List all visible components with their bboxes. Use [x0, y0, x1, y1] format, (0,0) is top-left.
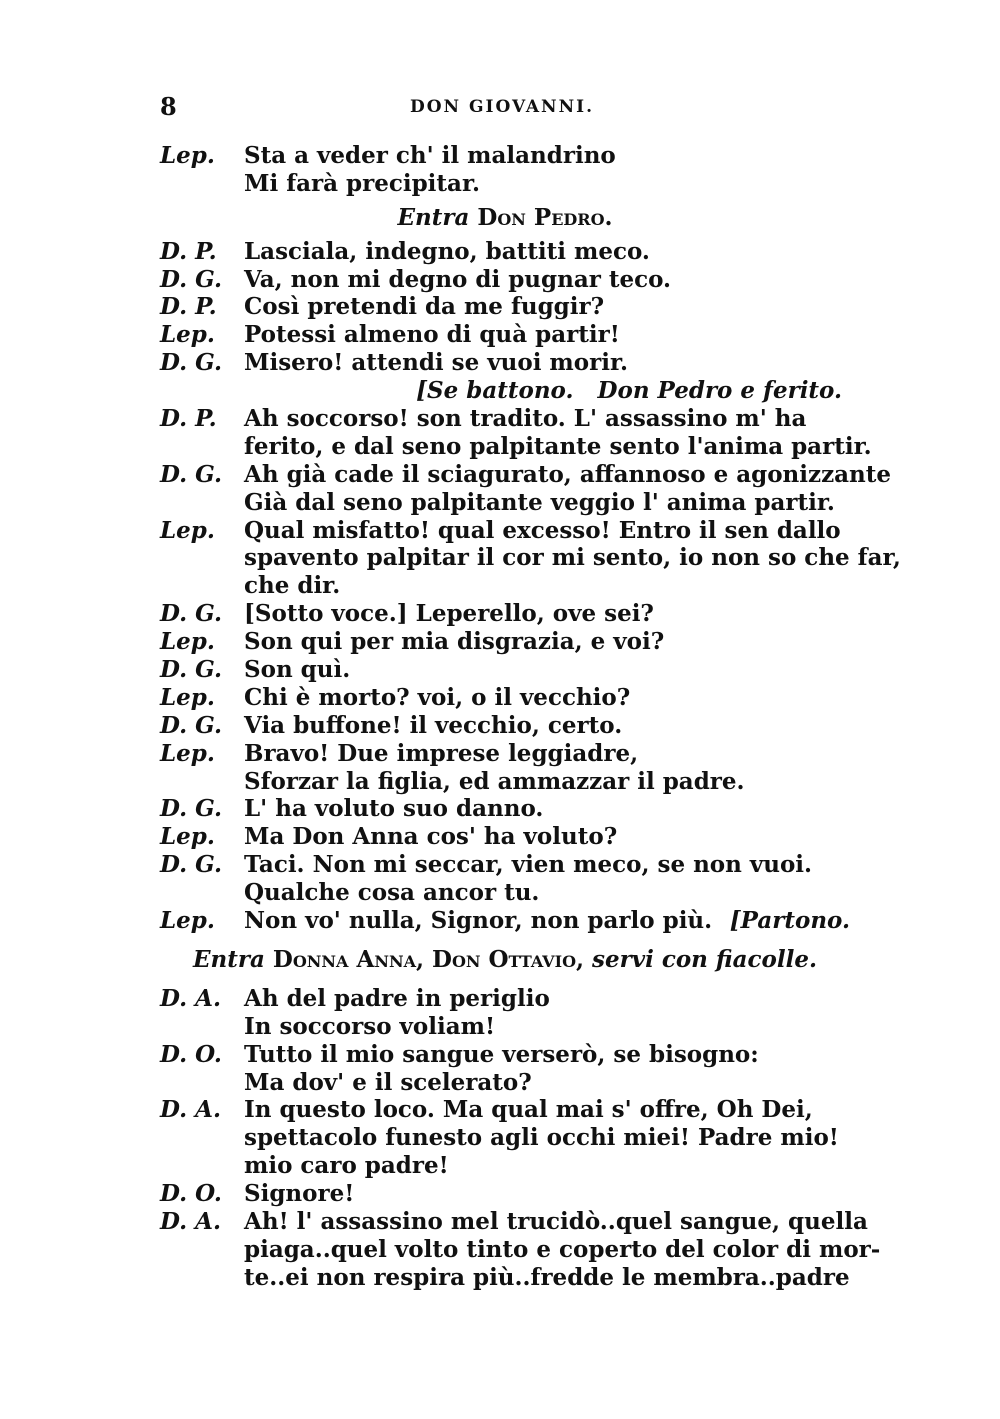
line-text: spettacolo funesto agli occhi miei! Padre mio!: [244, 1124, 839, 1152]
line-text: Sforzar la figlia, ed ammazzar il padre.: [244, 767, 745, 795]
dialogue-line: [160, 684, 850, 712]
dialogue-line: [160, 768, 850, 796]
dialogue-line: [160, 712, 850, 740]
fight-direction: [416, 377, 842, 405]
entra-word: Entra: [193, 945, 265, 973]
speaker-label: Lep.: [160, 516, 215, 544]
dialogue-line: [160, 1069, 850, 1097]
entering-characters: Donna Anna, Don Ottavio,: [272, 945, 585, 973]
line-text: Non vo' nulla, Signor, non parlo più.: [244, 907, 713, 935]
speaker-label: D. A.: [160, 984, 221, 1012]
dialogue-line: [160, 405, 850, 433]
play-text: [160, 142, 901, 1292]
line-text: Ah già cade il sciagurato, affannoso e agonizzante: [244, 460, 892, 488]
dialogue-line: [160, 349, 850, 377]
dialogue-line: [160, 170, 850, 198]
running-title: DON GIOVANNI.: [410, 97, 594, 117]
speaker-label: Lep.: [160, 739, 215, 767]
line-text: che dir.: [244, 572, 341, 600]
speaker-label: D. G.: [160, 600, 222, 628]
dialogue-line: [160, 266, 850, 294]
dialogue-line: [160, 1180, 850, 1208]
line-text: Son qui per mia disgrazia, e voi?: [244, 628, 665, 656]
dialogue-line: [160, 823, 850, 851]
entering-character: Don Pedro.: [477, 203, 613, 231]
line-text: Via buffone! il vecchio, certo.: [244, 711, 623, 739]
dialogue-line: [160, 544, 901, 572]
line-text: In questo loco. Ma qual mai s' offre, Oh Dei,: [244, 1096, 813, 1124]
line-text: Sta a veder ch' il malandrino: [244, 142, 616, 169]
speaker-label: D. G.: [160, 711, 222, 739]
entrance-detail: servi con fiacolle.: [592, 945, 817, 973]
speaker-label: D. G.: [160, 656, 222, 684]
stage-direction-fight: [160, 377, 850, 405]
stage-direction-entrance: [160, 946, 850, 974]
speaker-label: Lep.: [160, 907, 215, 935]
page-header: [160, 92, 840, 122]
exit-direction: [Partono.: [729, 907, 850, 935]
line-text: Ah! l' assassino mel trucidò..quel sangue, quella: [244, 1207, 868, 1235]
dialogue-line: [160, 795, 850, 823]
dialogue-line: [160, 1124, 850, 1152]
line-text: Son quì.: [244, 656, 351, 684]
line-text: mio caro padre!: [244, 1152, 449, 1180]
line-text: Bravo! Due imprese leggiadre,: [244, 739, 639, 767]
dialogue-line: [160, 460, 892, 489]
speaker-label: D. P.: [160, 237, 217, 265]
line-text: ferito, e dal seno palpitante sento l'anima partir.: [244, 432, 872, 460]
dialogue-line: [160, 1207, 868, 1236]
speaker-label: Lep.: [160, 142, 215, 169]
line-text: L' ha voluto suo danno.: [244, 795, 544, 823]
line-text: Ah del padre in periglio: [244, 984, 550, 1012]
line-text: Mi farà precipitar.: [244, 169, 480, 197]
dialogue-line: [160, 238, 850, 266]
line-text: Ah soccorso! son tradito. L' assassino m' ha: [244, 405, 807, 433]
entra-word: Entra: [397, 203, 470, 231]
line-text: te..ei non respira più..fredde le membra..padre: [244, 1263, 850, 1291]
dialogue-line: [160, 1235, 881, 1264]
speaker-label: D. O.: [160, 1040, 222, 1068]
line-text: Qual misfatto! qual excesso! Entro il sen dallo: [244, 516, 841, 544]
line-text: Già dal seno palpitante veggio l' anima partir.: [244, 488, 835, 516]
dialogue-line: [160, 321, 850, 349]
speaker-label: D. O.: [160, 1180, 222, 1208]
dialogue-line: [160, 1041, 850, 1069]
speaker-label: D. G.: [160, 349, 222, 377]
speaker-label: D. G.: [160, 460, 222, 488]
line-text: Ma dov' e il scelerato?: [244, 1068, 532, 1096]
dialogue-line: [160, 517, 850, 545]
speaker-label: Lep.: [160, 628, 215, 656]
speaker-label: D. G.: [160, 851, 222, 879]
line-text: Lasciala, indegno, battiti meco.: [244, 237, 650, 265]
line-text: [Sotto voce.] Leperello, ove sei?: [244, 600, 654, 628]
dialogue-line: [160, 1013, 850, 1041]
speaker-label: D. A.: [160, 1096, 221, 1124]
line-text: Così pretendi da me fuggir?: [244, 293, 605, 321]
line-text: Qualche cosa ancor tu.: [244, 879, 540, 907]
speaker-label: Lep.: [160, 823, 215, 851]
speaker-label: D. G.: [160, 795, 222, 823]
dialogue-line: [160, 879, 850, 907]
ferito-text: Don Pedro e ferito.: [597, 377, 842, 405]
speaker-label: D. G.: [160, 265, 222, 293]
stage-direction-entrance: [160, 204, 850, 232]
dialogue-line: [160, 572, 850, 600]
line-text: piaga..quel volto tinto e coperto del color di mor-: [244, 1235, 881, 1263]
line-text: Misero! attendi se vuoi morir.: [244, 349, 628, 377]
dialogue-line: [160, 293, 850, 321]
dialogue-line: [160, 907, 850, 935]
speaker-label: D. P.: [160, 293, 217, 321]
dialogue-line: [160, 432, 872, 461]
speaker-label: Lep.: [160, 683, 215, 711]
line-text: Tutto il mio sangue verserò, se bisogno:: [244, 1040, 759, 1068]
dialogue-line: [160, 656, 850, 684]
dialogue-line: [160, 1264, 850, 1292]
speaker-label: D. P.: [160, 405, 217, 433]
line-text: Ma Don Anna cos' ha voluto?: [244, 823, 618, 851]
battono-text: [Se battono.: [416, 377, 574, 405]
dialogue-line: [160, 985, 850, 1013]
dialogue-line: [160, 1096, 850, 1124]
line-text: Va, non mi degno di pugnar teco.: [244, 265, 672, 293]
line-text: In soccorso voliam!: [244, 1012, 496, 1040]
page-number: 8: [160, 92, 177, 121]
dialogue-line: [160, 851, 850, 879]
speaker-label: D. A.: [160, 1207, 221, 1235]
line-text: Chi è morto? voi, o il vecchio?: [244, 683, 631, 711]
dialogue-line: [160, 1152, 850, 1180]
dialogue-line: [160, 740, 850, 768]
dialogue-line: [160, 142, 850, 170]
line-text: Potessi almeno di quà partir!: [244, 321, 620, 349]
line-text: spavento palpitar il cor mi sento, io non so che far,: [244, 544, 901, 572]
speaker-label: Lep.: [160, 321, 215, 349]
dialogue-line: [160, 600, 850, 628]
line-text: Taci. Non mi seccar, vien meco, se non vuoi.: [244, 851, 813, 879]
line-text: Signore!: [244, 1180, 355, 1208]
dialogue-line: [160, 628, 850, 656]
dialogue-line: [160, 489, 850, 517]
